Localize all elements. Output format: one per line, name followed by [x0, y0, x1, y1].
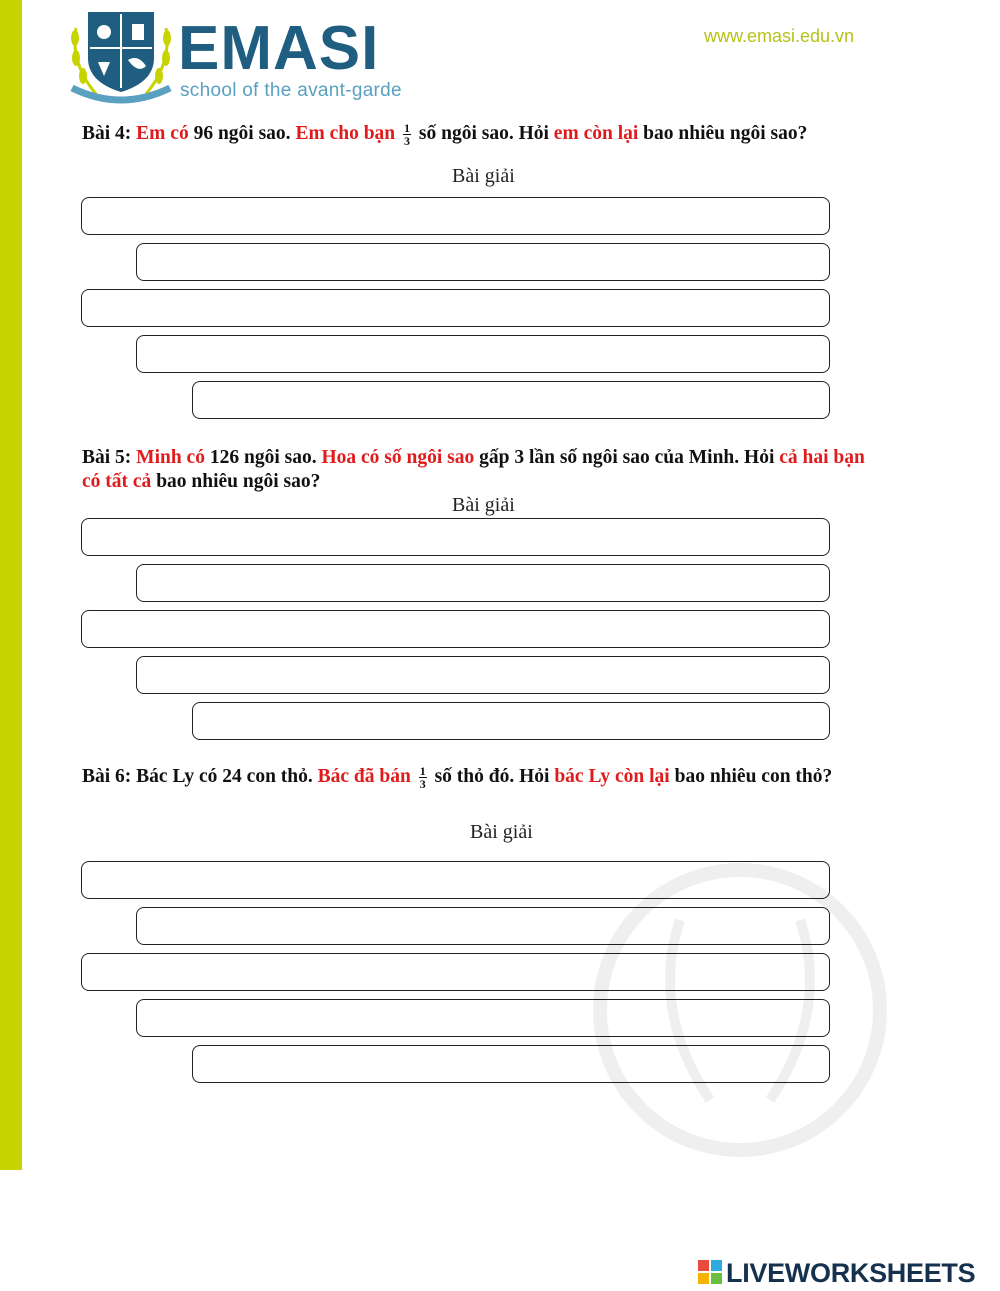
brand-name: EMASI [178, 14, 380, 83]
exercise-4-solution-heading: Bài giải [452, 165, 515, 187]
exercise-5-answer-box-3[interactable] [81, 610, 830, 648]
liveworksheets-brand: LIVEWORKSHEETS [726, 1258, 976, 1288]
exercise-6-question: Bài 6: Bác Ly có 24 con thỏ. Bác đã bán $\frac{1}{3}$ số thỏ đó. Hỏi bác Ly còn lại bao nhiêu con thỏ? [82, 764, 833, 792]
exercise-4-answer-box-1[interactable] [81, 197, 830, 235]
fraction-one-third: $\frac{1}{3}$ [419, 764, 426, 792]
exercise-5-question-line-2: có tất cả bao nhiêu ngôi sao? [82, 471, 321, 492]
exercise-4-answer-box-5[interactable] [192, 381, 830, 419]
exercise-5-answer-box-4[interactable] [136, 656, 830, 694]
fraction-one-third: $\frac{1}{3}$ [404, 121, 411, 149]
side-accent-bar [0, 0, 22, 1170]
exercise-5-question-line-1: Bài 5: Minh có 126 ngôi sao. Hoa có số ngôi sao gấp 3 lần số ngôi sao của Minh. Hỏi cả hai bạn [82, 447, 865, 468]
exercise-5-answer-box-1[interactable] [81, 518, 830, 556]
exercise-4-answer-box-3[interactable] [81, 289, 830, 327]
exercise-6-solution-heading: Bài giải [470, 821, 533, 843]
website-link[interactable]: www.emasi.edu.vn [704, 26, 855, 46]
exercise-4-answer-box-2[interactable] [136, 243, 830, 281]
crest-watermark-icon [590, 860, 890, 1160]
exercise-5-answer-box-5[interactable] [192, 702, 830, 740]
exercise-4-answer-box-4[interactable] [136, 335, 830, 373]
brand-tagline: school of the avant-garde [180, 80, 402, 101]
liveworksheets-logo-icon [698, 1260, 722, 1284]
exercise-5-answer-box-2[interactable] [136, 564, 830, 602]
exercise-5-solution-heading: Bài giải [452, 494, 515, 516]
exercise-4-question: Bài 4: Em có 96 ngôi sao. Em cho bạn $\frac{1}{3}$ số ngôi sao. Hỏi em còn lại bao nhiêu ngôi sao? [82, 121, 808, 149]
